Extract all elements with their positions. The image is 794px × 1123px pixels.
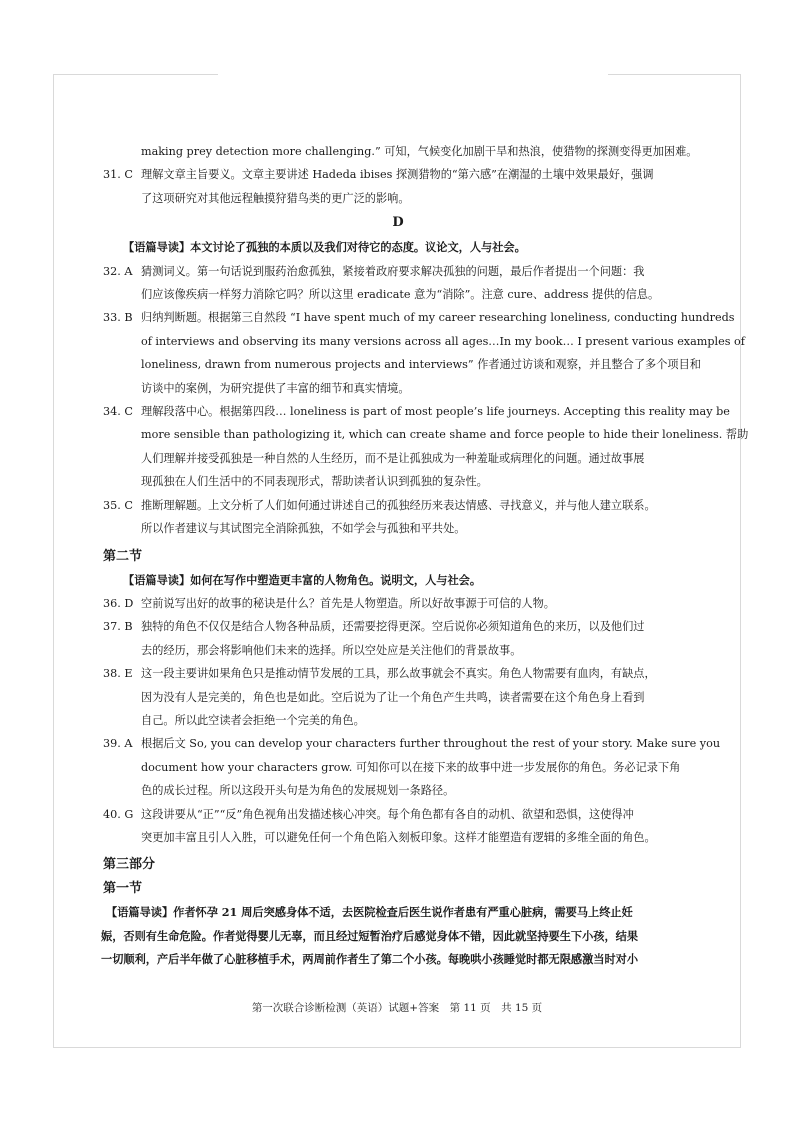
answer-36 [103, 592, 693, 615]
answer-text: 突更加丰富且引人入胜，可以避免任何一个角色陷入刻板印象。这样才能塑造有逻辑的多维全面的角色。 [141, 830, 656, 844]
answer-text: 现孤独在人们生活中的不同表现形式，帮助读者认识到孤独的复杂性。 [141, 475, 488, 489]
answer-text: 空前说写出好的故事的秘诀是什么？首先是人物塑造。所以好故事源于可信的人物。 [141, 596, 555, 610]
answer-35 [103, 494, 693, 541]
answer-text: 了这项研究对其他远程触摸狩猎鸟类的更广泛的影响。 [141, 191, 410, 205]
answer-number: 33. B [103, 311, 133, 325]
answer-text: 因为没有人是完美的，角色也是如此。空后说为了让一个角色产生共鸣，读者需要在这个角色身上看到 [141, 690, 645, 704]
answer-text: 这一段主要讲如果角色只是推动情节发展的工具，那么故事就会不真实。角色人物需要有血肉，有缺点， [141, 667, 656, 681]
sub-heading: 第一节 [103, 881, 143, 897]
answer-text: 访谈中的案例，为研究提供了丰富的细节和真实情境。 [141, 381, 410, 395]
answer-text: 推断理解题。上文分析了人们如何通过讲述自己的孤独经历来表达情感、寻找意义，并与他人建立联系。 [141, 498, 656, 512]
part-heading: 第三部分 [103, 857, 156, 873]
answer-number: 31. C [103, 168, 133, 182]
answer-text: 人们理解并接受孤独是一种自然的人生经历，而不是让孤独成为一种羞耻或病理化的问题。通过故事展 [141, 451, 645, 465]
answer-text: 根据后文 So, you can develop your characters further throughout the rest of your story. Make sure you [141, 737, 721, 751]
passage-guide: 一切顺利，产后半年做了心脏移植手术，两周前作者生了第二个小孩。每晚哄小孩睡觉时都无限感激当时对小 [101, 952, 639, 967]
answer-text: 色的成长过程。所以这段开头句是为角色的发展规划一条路径。 [141, 784, 455, 798]
passage-guide: 【语篇导读】本文讨论了孤独的本质以及我们对待它的态度。议论文，人与社会。 [123, 240, 526, 255]
answer-text: of interviews and observing its many versions across all ages…In my book… I present various examples of [141, 334, 745, 348]
answer-number: 40. G [103, 807, 134, 821]
answer-number: 32. A [103, 264, 133, 278]
answer-text: document how your characters grow. 可知你可以在接下来的故事中进一步发展你的角色。务必记录下角 [141, 760, 681, 774]
answer-number: 39. A [103, 737, 133, 751]
continued-line: making prey detection more challenging.” 可知，气候变化加剧干旱和热浪，使猎物的探测变得更加困难。 [141, 145, 698, 158]
answer-number: 35. C [103, 498, 133, 512]
answer-text: 所以作者建议与其试图完全消除孤独，不如学会与孤独和平共处。 [141, 522, 466, 536]
answer-text: 猜测词义。第一句话说到服药治愈孤独，紧接着政府要求解决孤独的问题，最后作者提出一个问题：我 [141, 264, 645, 278]
answer-number: 37. B [103, 620, 133, 634]
passage-guide: 【语篇导读】如何在写作中塑造更丰富的人物角色。说明文，人与社会。 [123, 572, 482, 587]
answer-text: 这段讲要从“正”“反”角色视角出发描述核心冲突。每个角色都有各自的动机、欲望和恐惧，这使得冲 [141, 807, 634, 821]
answer-number: 38. E [103, 667, 133, 681]
answer-40 [103, 803, 693, 850]
part-heading: 第二节 [103, 548, 143, 564]
answer-text: 去的经历，那会将影响他们未来的选择。所以空处应是关注他们的背景故事。 [141, 643, 522, 657]
section-title-d: D [392, 215, 404, 231]
answer-text: 归纳判断题。根据第三自然段 “I have spent much of my career researching loneliness, conducting hundreds [141, 311, 735, 325]
answer-32 [103, 260, 693, 307]
passage-guide: 娠，否则有生命危险。作者觉得婴儿无辜，而且经过短暂治疗后感觉身体不错，因此就坚持要生下小孩，结果 [101, 928, 639, 943]
answer-text: 理解文章主旨要义。文章主要讲述 Hadeda ibises 探测猎物的“第六感”在潮湿的土壤中效果最好，强调 [141, 168, 654, 182]
answer-text: 们应该像疾病一样努力消除它吗？所以这里 eradicate 意为“消除”。注意 cure、address 提供的信息。 [141, 288, 660, 302]
answer-34 [103, 400, 749, 494]
answer-text: 自己。所以此空读者会拒绝一个完美的角色。 [141, 713, 365, 727]
passage-guide: 【语篇导读】作者怀孕 21 周后突感身体不适，去医院检查后医生说作者患有严重心脏病，需要马上终止妊 [106, 905, 633, 920]
answer-text: loneliness, drawn from numerous projects and interviews” 作者通过访谈和观察，并且整合了多个项目和 [141, 358, 701, 372]
answer-39 [103, 732, 721, 802]
answer-37 [103, 615, 693, 662]
answer-31 [103, 163, 693, 210]
answer-number: 34. C [103, 405, 133, 419]
answer-number: 36. D [103, 596, 134, 610]
border-gap [218, 73, 608, 77]
answer-text: 理解段落中心。根据第四段… loneliness is part of most people’s life journeys. Accepting this reality may be [141, 405, 730, 419]
answer-text: more sensible than pathologizing it, which can create shame and force people to hide their loneliness. 帮助 [141, 428, 749, 442]
answer-38 [103, 662, 693, 732]
answer-33 [103, 306, 745, 400]
answer-document [101, 140, 749, 972]
page-footer: 第一次联合诊断检测（英语）试题+答案 第 11 页 共 15 页 [251, 1002, 543, 1014]
answer-text: 独特的角色不仅仅是结合人物各种品质，还需要挖得更深。空后说你必须知道角色的来历，以及他们过 [141, 620, 645, 634]
